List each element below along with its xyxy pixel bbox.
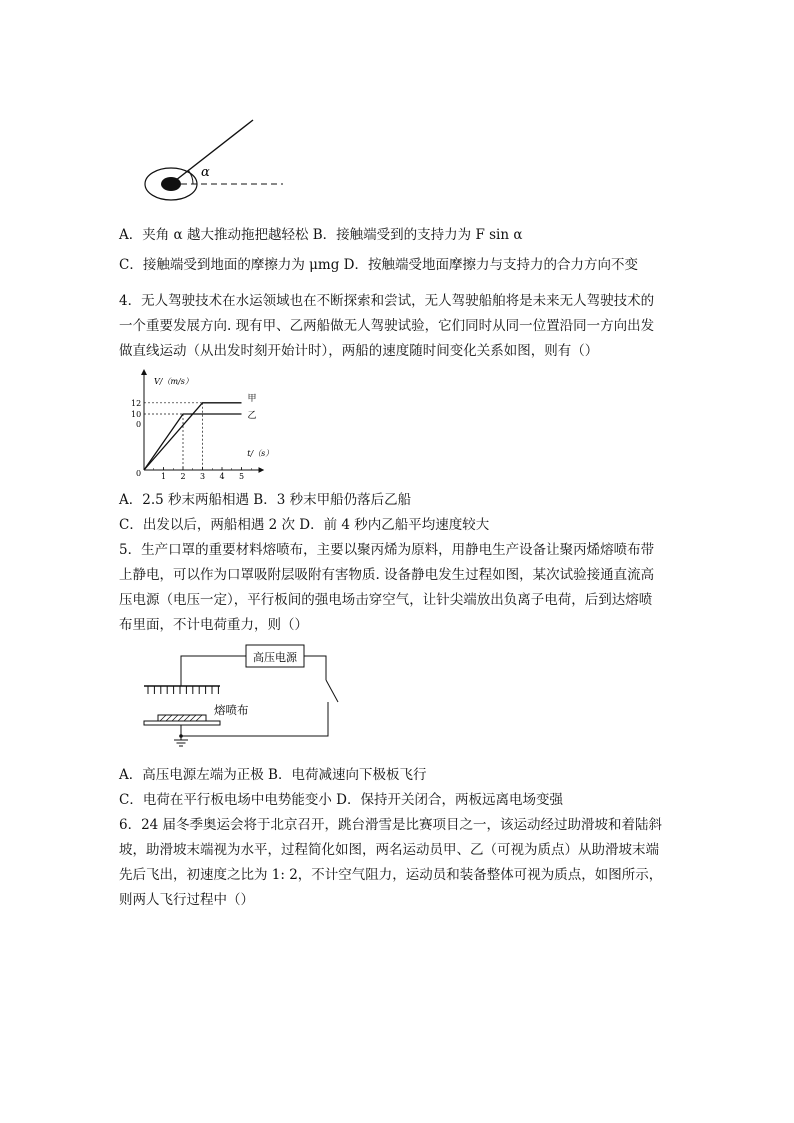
q6-stem-line: 则两人飞行过程中（）	[119, 892, 254, 908]
q4-stem	[119, 292, 679, 367]
mop-figure	[135, 112, 295, 204]
mop-handle	[171, 120, 253, 184]
q5-options-cd: C．电荷在平行板电场中电势能变小 D．保持开关闭合，两板远离电场变强	[119, 792, 563, 808]
circuit-wire-top	[181, 656, 246, 686]
q3-options-ab: A．夹角 α 越大推动拖把越轻松 B．接触端受到的支持力为 F sin α	[119, 227, 523, 243]
q4-options-cd: C．出发以后，两船相遇 2 次 D．前 4 秒内乙船平均速度较大	[119, 517, 490, 533]
electrostatic-device-figure	[138, 640, 353, 750]
q5-stem-line: 5．生产口罩的重要材料熔喷布，主要以聚丙烯为原料，用静电生产设备让聚丙烯熔喷布带	[119, 542, 655, 558]
y-tick-label: 0	[136, 420, 142, 429]
q5-stem-line: 布里面，不计电荷重力，则（）	[119, 617, 308, 633]
series-label: 甲	[247, 393, 257, 404]
q5-stem	[119, 541, 679, 641]
q4-stem-line: 一个重要发展方向. 现有甲、乙两船做无人驾驶试验，它们同时从同一位置沿同一方向出发	[119, 318, 655, 334]
y-axis-label: V/（m/s）	[154, 377, 193, 386]
switch-blade	[326, 680, 338, 702]
q6-stem	[119, 816, 679, 916]
q6-stem-line: 6．24 届冬季奥运会将于北京召开，跳台滑雪是比赛项目之一，该运动经过助滑坡和着陆斜	[119, 817, 663, 833]
x-tick-label: 5	[238, 472, 245, 480]
melt-blown-label: 熔喷布	[214, 703, 249, 717]
lower-plate	[144, 721, 220, 725]
q5-stem-line: 上静电，可以作为口罩吸附层吸附有害物质. 设备静电发生过程如图，某次试验接通直流高	[119, 567, 655, 583]
x-tick-label: 3	[199, 472, 206, 480]
series-line-jia	[144, 403, 242, 470]
q5-stem-line: 压电源（电压一定），平行板间的强电场击穿空气，让针尖端放出负离子电荷，后到达熔喷	[119, 592, 653, 608]
power-supply-label: 高压电源	[253, 651, 297, 664]
velocity-time-chart	[128, 366, 328, 480]
q6-stem-line: 坡，助滑坡末端视为水平，过程简化如图，两名运动员甲、乙（可视为质点）从助滑坡末端	[119, 842, 659, 858]
x-tick-label: 4	[219, 472, 225, 480]
needle-array	[148, 686, 218, 694]
angle-label: α	[201, 165, 210, 180]
y-tick-label: 12	[131, 398, 142, 408]
q5-options-ab: A．高压电源左端为正极 B．电荷减速向下极板飞行	[119, 767, 427, 783]
q4-stem-line: 4．无人驾驶技术在水运领域也在不断探索和尝试，无人驾驶船舶将是未来无人驾驶技术的	[119, 293, 655, 309]
x-axis-label: t/（s）	[247, 449, 274, 458]
circuit-wire-right	[304, 656, 326, 680]
q4-stem-line: 做直线运动（从出发时刻开始计时），两船的速度随时间变化关系如图，则有（）	[119, 343, 599, 359]
origin-label: 0	[136, 469, 142, 478]
q4-options-ab: A．2.5 秒末两船相遇 B．3 秒末甲船仍落后乙船	[119, 492, 412, 508]
q3-options-cd: C．接触端受到地面的摩擦力为 μmg D．按触端受地面摩擦力与支持力的合力方向不变	[119, 257, 638, 273]
q6-stem-line: 先后飞出，初速度之比为 1: 2，不计空气阻力，运动员和装备整体可视为质点，如图所示，	[119, 867, 663, 883]
y-tick-label: 10	[131, 410, 142, 419]
series-label: 乙	[247, 411, 257, 421]
ground-node	[179, 734, 183, 738]
x-tick-label: 2	[180, 472, 186, 480]
x-tick-label: 1	[160, 472, 167, 480]
series-line-yi	[144, 414, 242, 470]
